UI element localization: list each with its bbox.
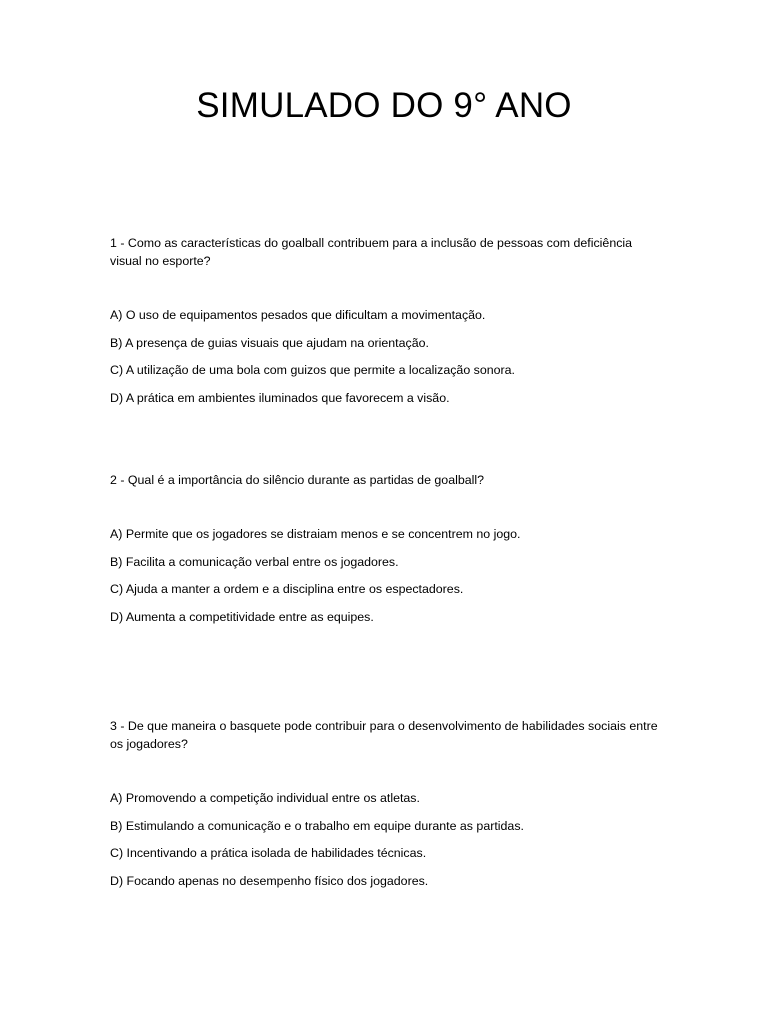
- question-2: 2 - Qual é a importância do silêncio durante as partidas de goalball?: [110, 473, 485, 487]
- option-a: A) Promovendo a competição individual entre os atletas.: [110, 791, 420, 805]
- option-d: D) A prática em ambientes iluminados que favorecem a visão.: [110, 390, 450, 405]
- option-a: A) Permite que os jogadores se distraiam menos e se concentrem no jogo.: [110, 527, 521, 541]
- option-d: D) Aumenta a competitividade entre as equipes.: [110, 609, 374, 624]
- question-3: 3 - De que maneira o basquete pode contribuir para o desenvolvimento de habilidades sociais entre os jogadores?: [110, 719, 658, 751]
- option-c: C) Ajuda a manter a ordem e a disciplina entre os espectadores.: [110, 582, 464, 596]
- question-2-options: [110, 525, 670, 635]
- question-3-options: [110, 789, 670, 899]
- option-a: A) O uso de equipamentos pesados que dificultam a movimentação.: [110, 308, 486, 322]
- option-b: B) A presença de guias visuais que ajudam na orientação.: [110, 335, 429, 350]
- question-1-options: [110, 306, 670, 416]
- option-d: D) Focando apenas no desempenho físico dos jogadores.: [110, 873, 429, 888]
- option-b: B) Estimulando a comunicação e o trabalho em equipe durante as partidas.: [110, 818, 524, 833]
- page-title: SIMULADO DO 9° ANO: [196, 86, 572, 125]
- option-b: B) Facilita a comunicação verbal entre os jogadores.: [110, 554, 399, 569]
- option-c: C) Incentivando a prática isolada de habilidades técnicas.: [110, 846, 427, 860]
- option-c: C) A utilização de uma bola com guizos que permite a localização sonora.: [110, 363, 515, 377]
- question-1: 1 - Como as características do goalball contribuem para a inclusão de pessoas com deficiência visual no esporte?: [110, 236, 633, 268]
